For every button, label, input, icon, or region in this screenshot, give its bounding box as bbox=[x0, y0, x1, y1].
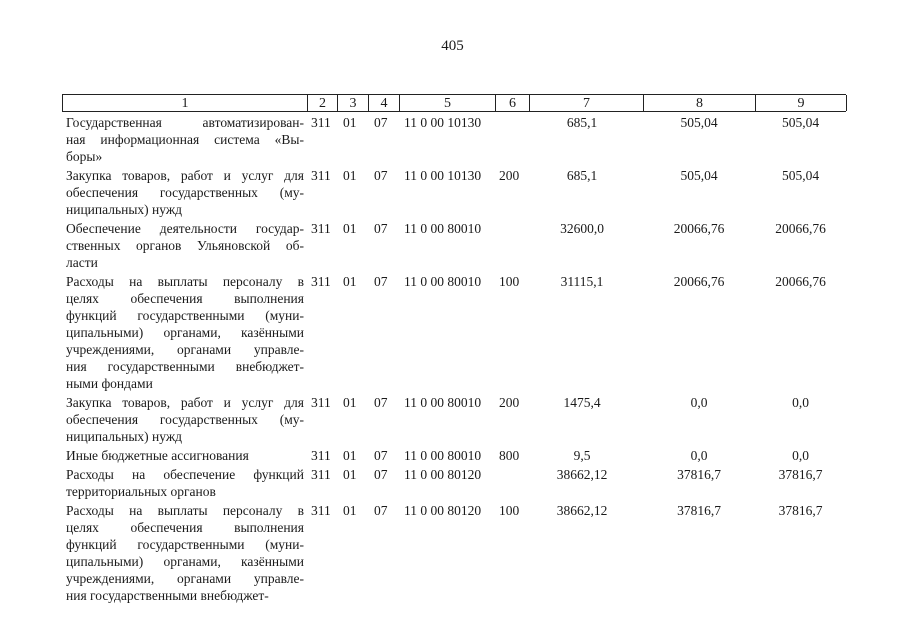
amount-cell: 685,1 bbox=[566, 115, 598, 130]
column-header: 3 bbox=[338, 95, 369, 111]
ministry-code-cell: 311 bbox=[311, 467, 331, 482]
amount-cell: 505,04 bbox=[781, 168, 820, 183]
description-line: обеспечения государственных (му- bbox=[66, 412, 304, 427]
column-header: 7 bbox=[530, 95, 644, 111]
amount-cell: 505,04 bbox=[781, 115, 820, 130]
expense-type-cell: 800 bbox=[499, 448, 520, 463]
description-line: Закупка товаров, работ и услуг для bbox=[66, 168, 304, 183]
description-line: ния государственными внебюджет- bbox=[66, 359, 304, 374]
table-row bbox=[62, 273, 846, 392]
row-description bbox=[62, 394, 307, 445]
section-cell: 01 bbox=[343, 448, 357, 463]
expense-type-cell: 200 bbox=[499, 168, 520, 183]
table-row bbox=[62, 220, 846, 271]
amount-cell: 1475,4 bbox=[563, 395, 601, 410]
column-header: 9 bbox=[756, 95, 847, 111]
amount-cell: 37816,7 bbox=[677, 467, 721, 482]
subsection-cell: 07 bbox=[374, 395, 388, 410]
description-line: учреждениями, органами управле- bbox=[66, 571, 304, 586]
column-header: 1 bbox=[63, 95, 308, 111]
description-line: Расходы на выплаты персоналу в bbox=[66, 503, 304, 518]
subsection-cell: 07 bbox=[374, 503, 388, 518]
description-line: Обеспечение деятельности государ- bbox=[66, 221, 304, 236]
row-description bbox=[62, 447, 307, 464]
amount-cell: 37816,7 bbox=[778, 503, 823, 518]
table-row bbox=[62, 447, 846, 464]
target-code-cell: 11 0 00 80120 bbox=[404, 503, 482, 518]
description-line: ния государственными внебюджет- bbox=[66, 588, 269, 603]
ministry-code-cell: 311 bbox=[311, 168, 331, 183]
table-row bbox=[62, 167, 846, 218]
description-line: Расходы на выплаты персоналу в bbox=[66, 274, 304, 289]
description-line: целях обеспечения выполнения bbox=[66, 520, 304, 535]
section-cell: 01 bbox=[343, 395, 357, 410]
budget-table bbox=[62, 94, 846, 604]
row-description bbox=[62, 466, 307, 500]
section-cell: 01 bbox=[343, 467, 357, 482]
description-line: ципальными) органами, казёнными bbox=[66, 325, 304, 340]
table-row bbox=[62, 114, 846, 165]
ministry-code-cell: 311 bbox=[311, 274, 331, 289]
amount-cell: 31115,1 bbox=[560, 274, 604, 289]
expense-type-cell bbox=[495, 220, 529, 271]
description-line: ципальными) органами, казёнными bbox=[66, 554, 304, 569]
amount-cell: 32600,0 bbox=[560, 221, 604, 236]
description-line: ными фондами bbox=[66, 376, 153, 391]
table-row bbox=[62, 394, 846, 445]
column-header: 5 bbox=[400, 95, 496, 111]
description-line: функций государственными (муни- bbox=[66, 537, 304, 552]
section-cell: 01 bbox=[343, 503, 357, 518]
subsection-cell: 07 bbox=[374, 467, 388, 482]
column-header: 4 bbox=[369, 95, 400, 111]
description-line: ная информационная система «Вы- bbox=[66, 132, 304, 147]
row-description bbox=[62, 114, 307, 165]
description-line: учреждениями, органами управле- bbox=[66, 342, 304, 357]
amount-cell: 37816,7 bbox=[677, 503, 721, 518]
target-code-cell: 11 0 00 10130 bbox=[404, 168, 482, 183]
description-line: ниципальных) нужд bbox=[66, 429, 183, 444]
description-line: обеспечения государственных (му- bbox=[66, 185, 304, 200]
amount-cell: 20066,76 bbox=[673, 274, 725, 289]
description-line: боры» bbox=[66, 149, 103, 164]
subsection-cell: 07 bbox=[374, 115, 388, 130]
row-description bbox=[62, 502, 307, 604]
page-number: 405 bbox=[441, 38, 464, 54]
target-code-cell: 11 0 00 80120 bbox=[404, 467, 482, 482]
amount-cell: 9,5 bbox=[573, 448, 591, 463]
amount-cell: 20066,76 bbox=[775, 221, 826, 236]
row-description bbox=[62, 273, 307, 392]
expense-type-cell: 100 bbox=[499, 274, 520, 289]
section-cell: 01 bbox=[343, 168, 357, 183]
amount-cell: 505,04 bbox=[680, 168, 718, 183]
target-code-cell: 11 0 00 80010 bbox=[404, 221, 482, 236]
amount-cell: 37816,7 bbox=[778, 467, 823, 482]
target-code-cell: 11 0 00 80010 bbox=[404, 395, 482, 410]
description-line: функций государственными (муни- bbox=[66, 308, 304, 323]
ministry-code-cell: 311 bbox=[311, 221, 331, 236]
expense-type-cell: 100 bbox=[499, 503, 520, 518]
amount-cell: 20066,76 bbox=[673, 221, 725, 236]
ministry-code-cell: 311 bbox=[311, 503, 331, 518]
subsection-cell: 07 bbox=[374, 221, 388, 236]
ministry-code-cell: 311 bbox=[311, 395, 331, 410]
amount-cell: 38662,12 bbox=[556, 503, 608, 518]
description-line: Расходы на обеспечение функций bbox=[66, 467, 304, 482]
row-description bbox=[62, 220, 307, 271]
expense-type-cell bbox=[495, 114, 529, 165]
description-line: ниципальных) нужд bbox=[66, 202, 183, 217]
description-line: ласти bbox=[66, 255, 98, 270]
amount-cell: 38662,12 bbox=[556, 467, 608, 482]
amount-cell: 0,0 bbox=[792, 448, 809, 463]
column-header: 6 bbox=[496, 95, 530, 111]
description-line: Закупка товаров, работ и услуг для bbox=[66, 395, 304, 410]
amount-cell: 0,0 bbox=[792, 395, 809, 410]
column-header: 2 bbox=[308, 95, 338, 111]
row-description bbox=[62, 167, 307, 218]
amount-cell: 0,0 bbox=[690, 395, 708, 410]
expense-type-cell bbox=[495, 466, 529, 500]
subsection-cell: 07 bbox=[374, 168, 388, 183]
amount-cell: 685,1 bbox=[566, 168, 598, 183]
subsection-cell: 07 bbox=[374, 448, 388, 463]
target-code-cell: 11 0 00 10130 bbox=[404, 115, 482, 130]
target-code-cell: 11 0 00 80010 bbox=[404, 274, 482, 289]
description-line: Государственная автоматизирован- bbox=[66, 115, 304, 130]
table-body bbox=[62, 114, 846, 604]
table-row bbox=[62, 502, 846, 604]
subsection-cell: 07 bbox=[374, 274, 388, 289]
section-cell: 01 bbox=[343, 221, 357, 236]
column-header: 8 bbox=[644, 95, 756, 111]
amount-cell: 0,0 bbox=[690, 448, 708, 463]
amount-cell: 20066,76 bbox=[775, 274, 826, 289]
description-line: целях обеспечения выполнения bbox=[66, 291, 304, 306]
table-header-row bbox=[62, 94, 846, 112]
table-row bbox=[62, 466, 846, 500]
ministry-code-cell: 311 bbox=[311, 448, 331, 463]
description-line: Иные бюджетные ассигнования bbox=[66, 448, 249, 463]
description-line: территориальных органов bbox=[66, 484, 216, 499]
description-line: ственных органов Ульяновской об- bbox=[66, 238, 304, 253]
target-code-cell: 11 0 00 80010 bbox=[404, 448, 482, 463]
section-cell: 01 bbox=[343, 274, 357, 289]
section-cell: 01 bbox=[343, 115, 357, 130]
expense-type-cell: 200 bbox=[499, 395, 520, 410]
ministry-code-cell: 311 bbox=[311, 115, 331, 130]
amount-cell: 505,04 bbox=[680, 115, 718, 130]
